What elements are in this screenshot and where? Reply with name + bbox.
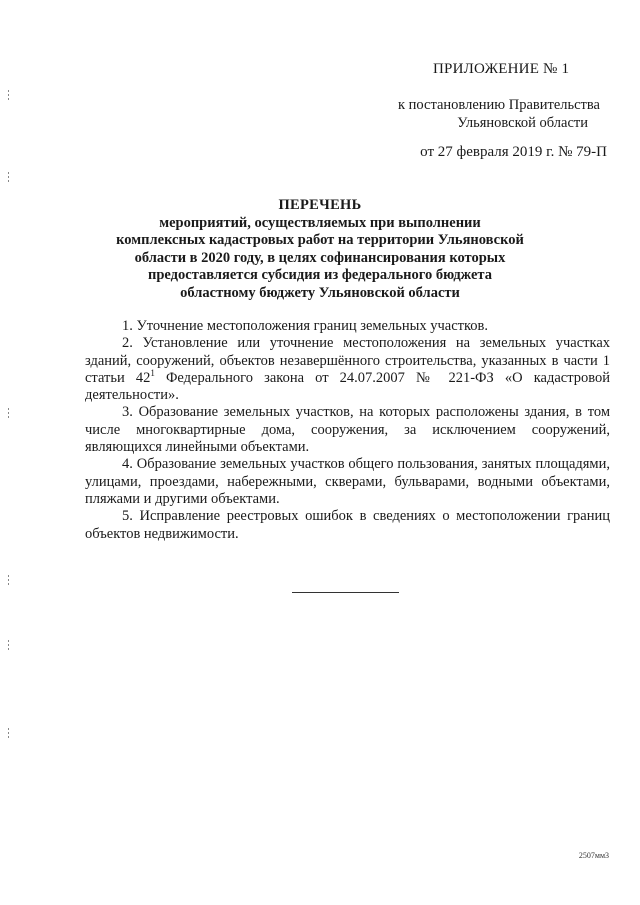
scan-margin-mark bbox=[8, 728, 9, 738]
scan-margin-mark bbox=[8, 640, 9, 650]
list-heading bbox=[80, 197, 560, 302]
list-subtitle-line: области в 2020 году, в целях софинансирования которых bbox=[134, 249, 506, 266]
decree-reference-line2: Ульяновской области bbox=[457, 115, 588, 131]
document-code: 2507мм3 bbox=[578, 851, 609, 860]
list-subtitle-line: областному бюджету Ульяновской области bbox=[180, 284, 460, 301]
list-item bbox=[85, 335, 610, 404]
scan-margin-mark bbox=[8, 90, 9, 100]
list-title: ПЕРЕЧЕНЬ bbox=[278, 197, 362, 213]
scan-margin-mark bbox=[8, 408, 9, 418]
list-item: 5. Исправление реестровых ошибок в сведениях о местоположении границ объектов недвижимости. bbox=[85, 508, 610, 542]
list-subtitle-line: предоставляется субсидия из федерального бюджета bbox=[148, 267, 492, 283]
list-item: 3. Образование земельных участков, на которых расположены здания, в том числе многоквартирные дома, сооружения, за исключением сооружений, являющихся линейными объектами. bbox=[85, 404, 610, 456]
list-subtitle-line: мероприятий, осуществляемых при выполнении bbox=[159, 214, 481, 231]
list-item: 4. Образование земельных участков общего пользования, занятых площадями, улицами, проездами, набережными, скверами, бульварами, водными объектами, пляжами и другими объектами. bbox=[85, 456, 610, 507]
appendix-title: ПРИЛОЖЕНИЕ № 1 bbox=[433, 61, 570, 77]
decree-reference bbox=[340, 96, 600, 132]
list-item-text: 2. Установление или уточнение местоположения на земельных участках зданий, сооружений, объектов незавершённого строительства, указанных в части 1 статьи 42 bbox=[85, 335, 610, 386]
end-separator-line bbox=[292, 592, 399, 593]
measures-list bbox=[85, 318, 610, 543]
list-item: 1. Уточнение местоположения границ земельных участков. bbox=[122, 318, 488, 334]
scan-margin-mark bbox=[8, 172, 9, 182]
superscript-number: 1 bbox=[150, 368, 155, 379]
scan-margin-mark bbox=[8, 575, 9, 585]
decree-reference-line1: к постановлению Правительства bbox=[398, 97, 600, 113]
decree-date-number: от 27 февраля 2019 г. № 79-П bbox=[420, 144, 607, 160]
list-subtitle-line: комплексных кадастровых работ на территории Ульяновской bbox=[116, 232, 524, 248]
list-item-text: Федерального закона от 24.07.2007 № 221-ФЗ «О кадастровой деятельности». bbox=[85, 369, 610, 404]
